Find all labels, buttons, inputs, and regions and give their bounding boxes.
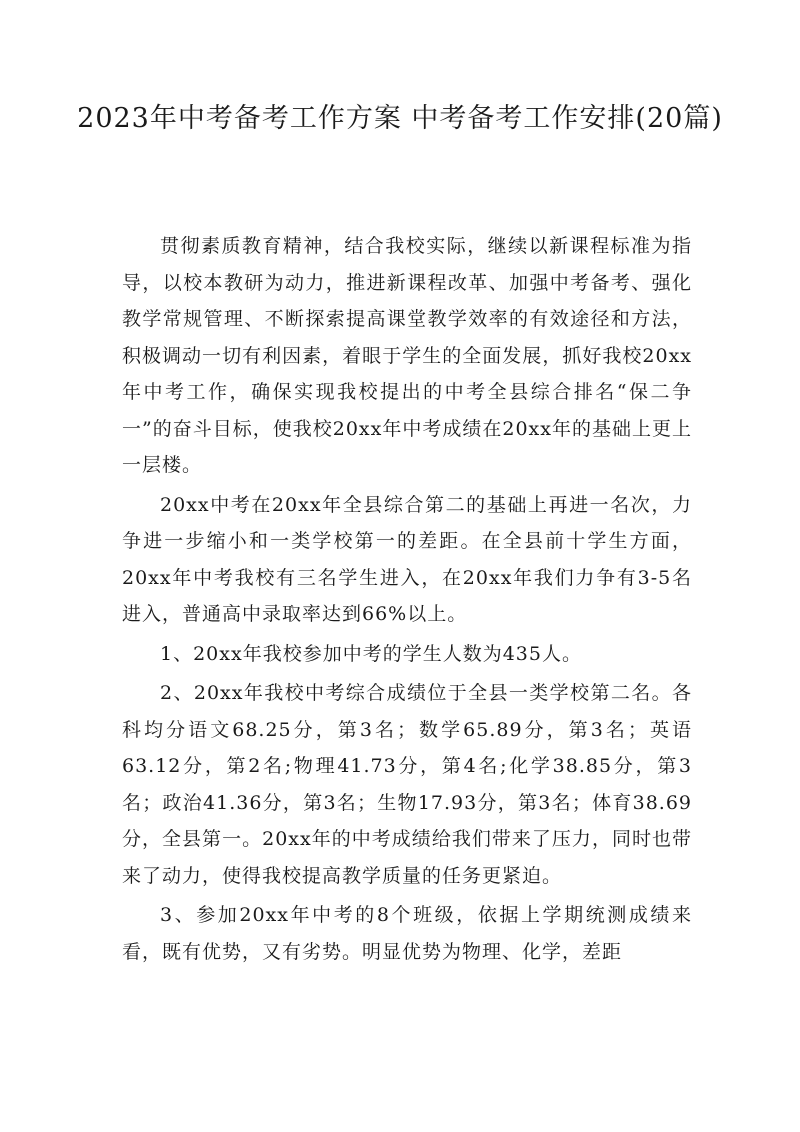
paragraph-item-1: 1、20xx年我校参加中考的学生人数为435人。 <box>160 642 582 665</box>
paragraph-item-3: 3、参加20xx年中考的8个班级，依据上学期统测成绩来看，既有优势，又有劣势。明显优势为物理、化学，差距 <box>122 904 692 963</box>
paragraph-goal: 20xx中考在20xx年全县综合第二的基础上再进一名次，力争进一步缩小和一类学校第一的差距。在全县前十学生方面，20xx年中考我校有三名学生进入，在20xx年我们力争有3-5名进入，普通高中录取率达到66%以上。 <box>122 493 692 625</box>
paragraph-item-2: 2、20xx年我校中考综合成绩位于全县一类学校第二名。各科均分语文68.25分，第3名；数学65.89分，第3名；英语63.12分，第2名;物理41.73分，第4名;化学38.85分，第3名；政治41.36分，第3名；生物17.93分，第3名；体育38.69分，全县第一。20xx年的中考成绩给我们带来了压力，同时也带来了动力，使得我校提高教学质量的任务更紧迫。 <box>122 682 692 887</box>
document-body <box>122 228 692 973</box>
document-title: 2023年中考备考工作方案 中考备考工作安排(20篇) <box>77 103 723 134</box>
paragraph-intro: 贯彻素质教育精神，结合我校实际，继续以新课程标准为指导，以校本教研为动力，推进新课程改革、加强中考备考、强化教学常规管理、不断探索提高课堂教学效率的有效途径和方法，积极调动一切有利因素，着眼于学生的全面发展，抓好我校20xx年中考工作，确保实现我校提出的中考全县综合排名“保二争一”的奋斗目标，使我校20xx年中考成绩在20xx年的基础上更上一层楼。 <box>122 235 692 476</box>
